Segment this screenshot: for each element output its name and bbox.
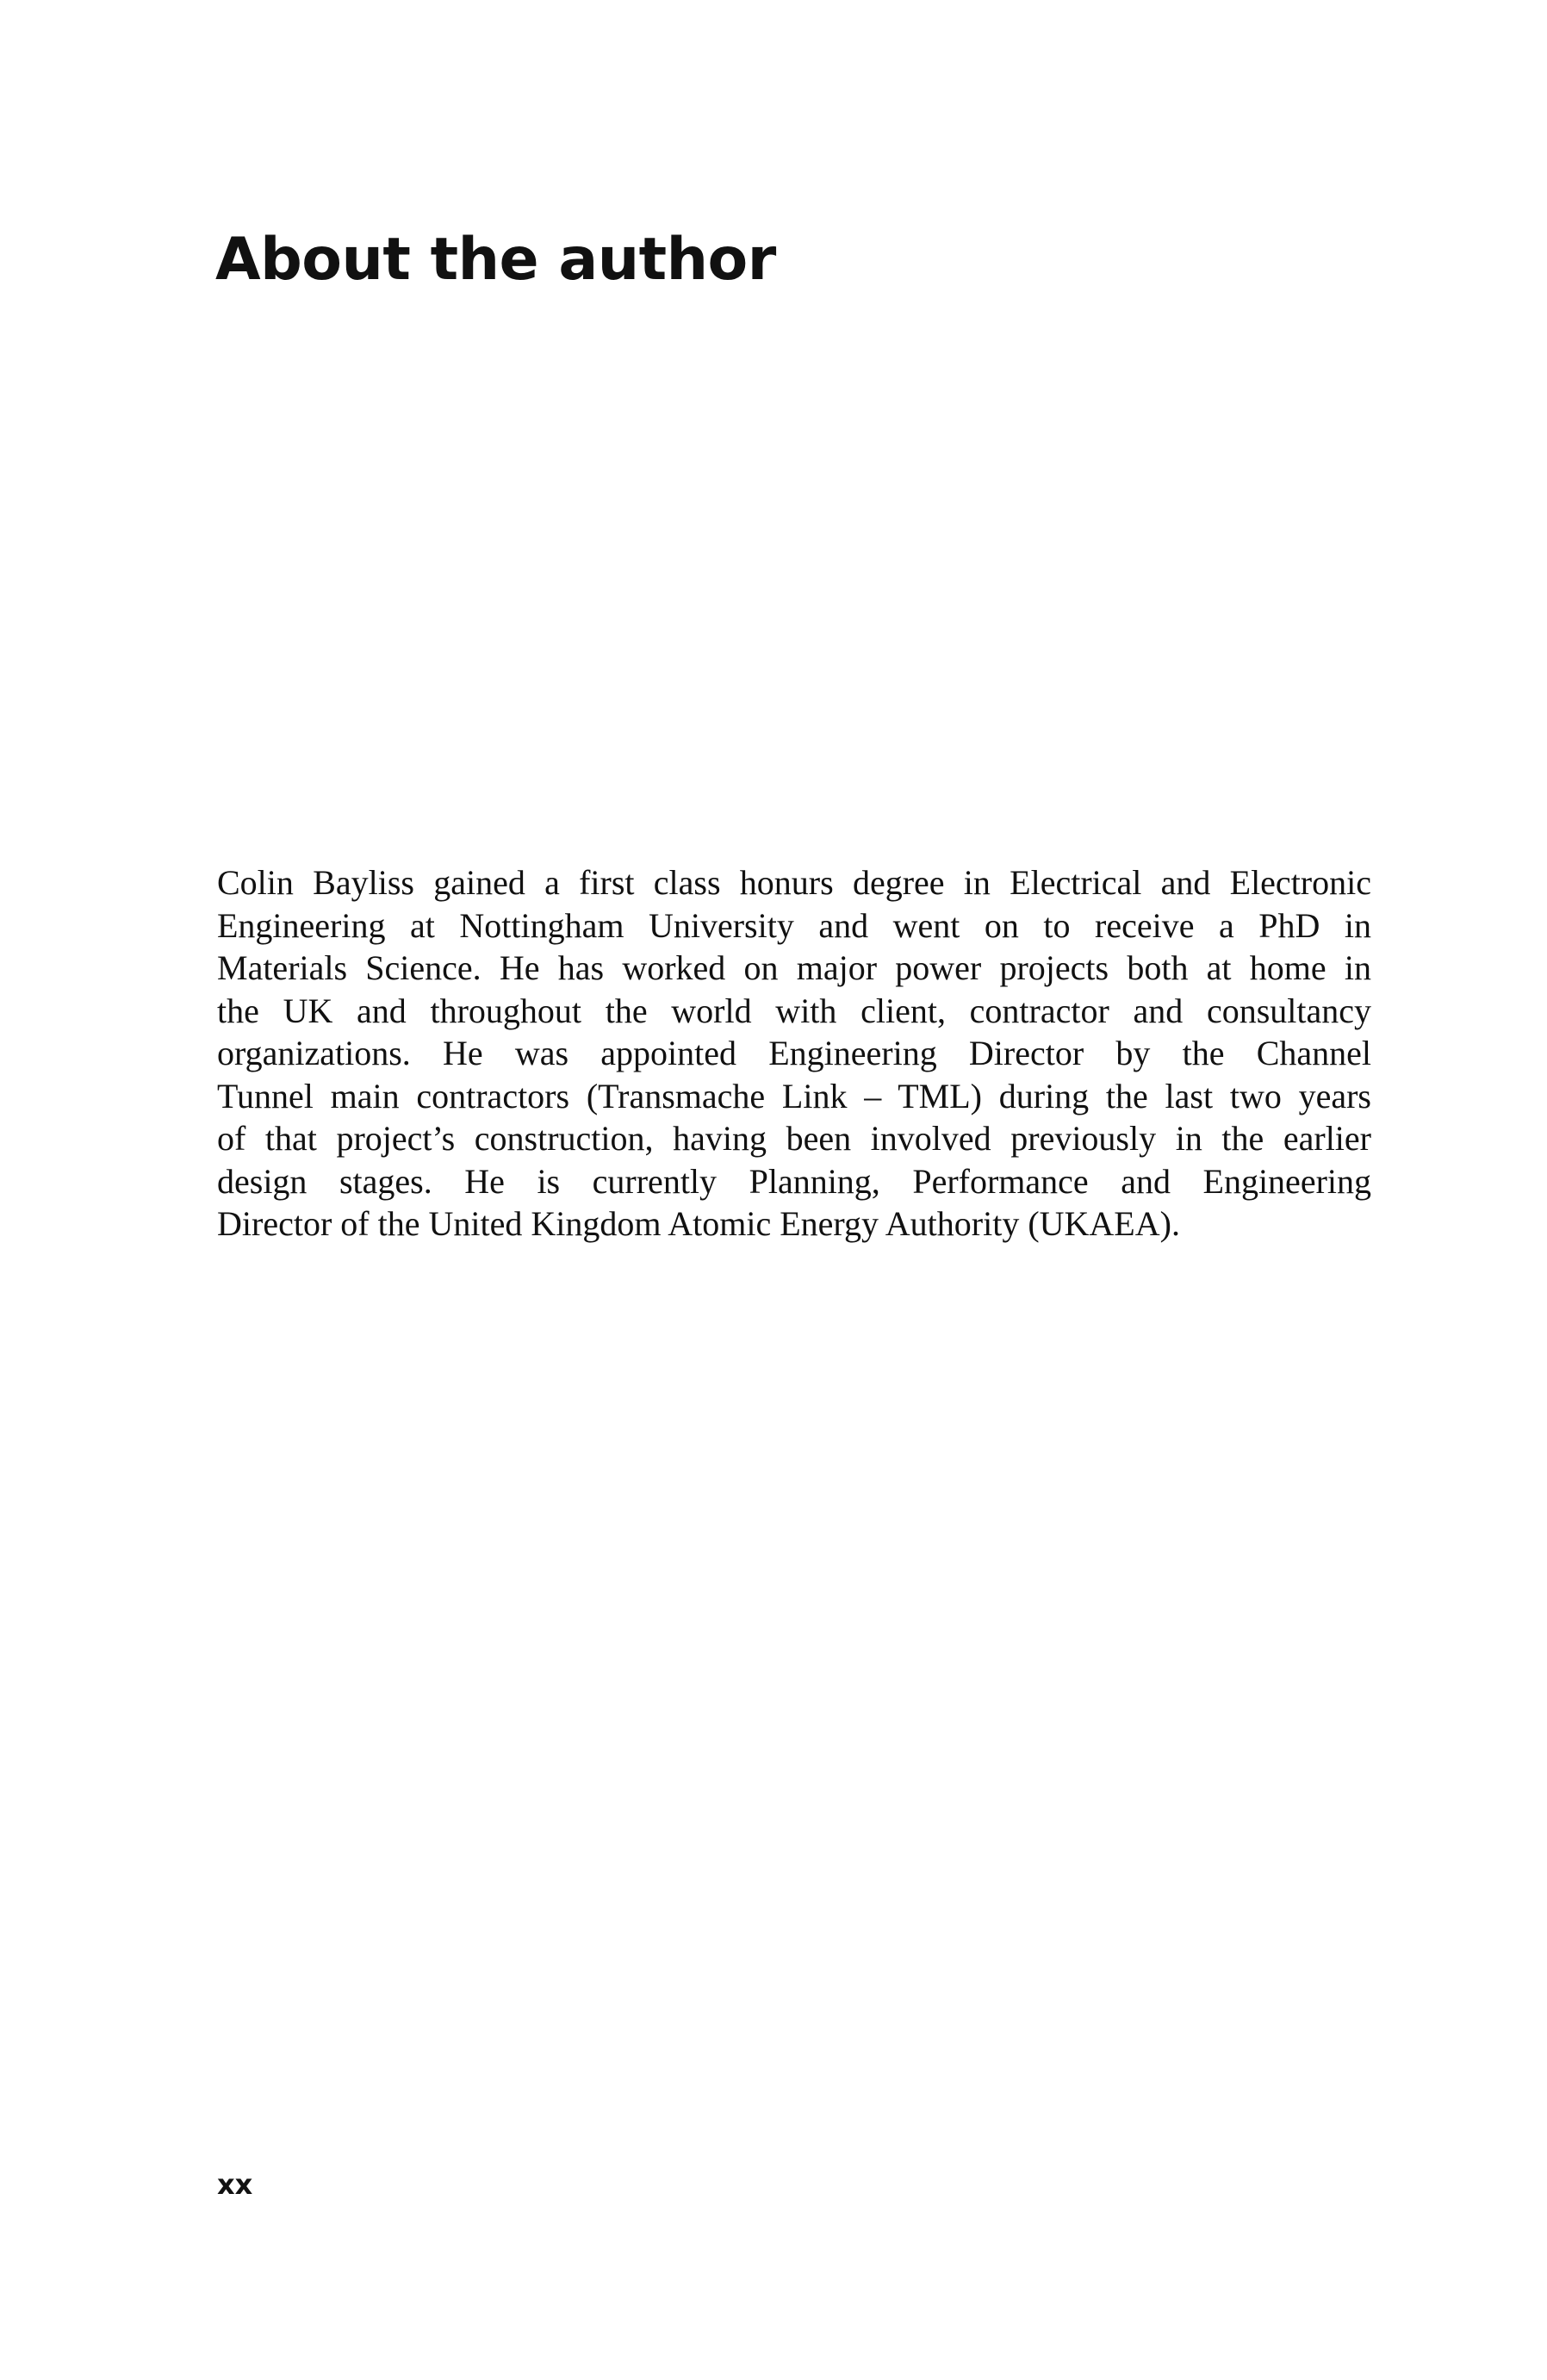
bio-line: of that project’s construction, having been involved previously in the earlier: [217, 1119, 1371, 1158]
page-title: About the author: [215, 226, 776, 294]
bio-line: Materials Science. He has worked on major power projects both at home in: [217, 948, 1371, 987]
author-biography: [217, 861, 1371, 1246]
bio-line: the UK and throughout the world with client, contractor and consultancy: [217, 991, 1371, 1030]
bio-line: organizations. He was appointed Engineering Director by the Channel: [217, 1034, 1371, 1072]
bio-line: Tunnel main contractors (Transmache Link – TML) during the last two years: [217, 1076, 1371, 1115]
bio-line: Colin Bayliss gained a first class honurs degree in Electrical and Electronic: [217, 863, 1371, 902]
bio-line: Director of the United Kingdom Atomic Energy Authority (UKAEA).: [217, 1204, 1180, 1243]
bio-line: Engineering at Nottingham University and went on to receive a PhD in: [217, 905, 1371, 945]
page-number: xx: [217, 2168, 253, 2201]
bio-line: design stages. He is currently Planning, Performance and Engineering: [217, 1161, 1371, 1201]
